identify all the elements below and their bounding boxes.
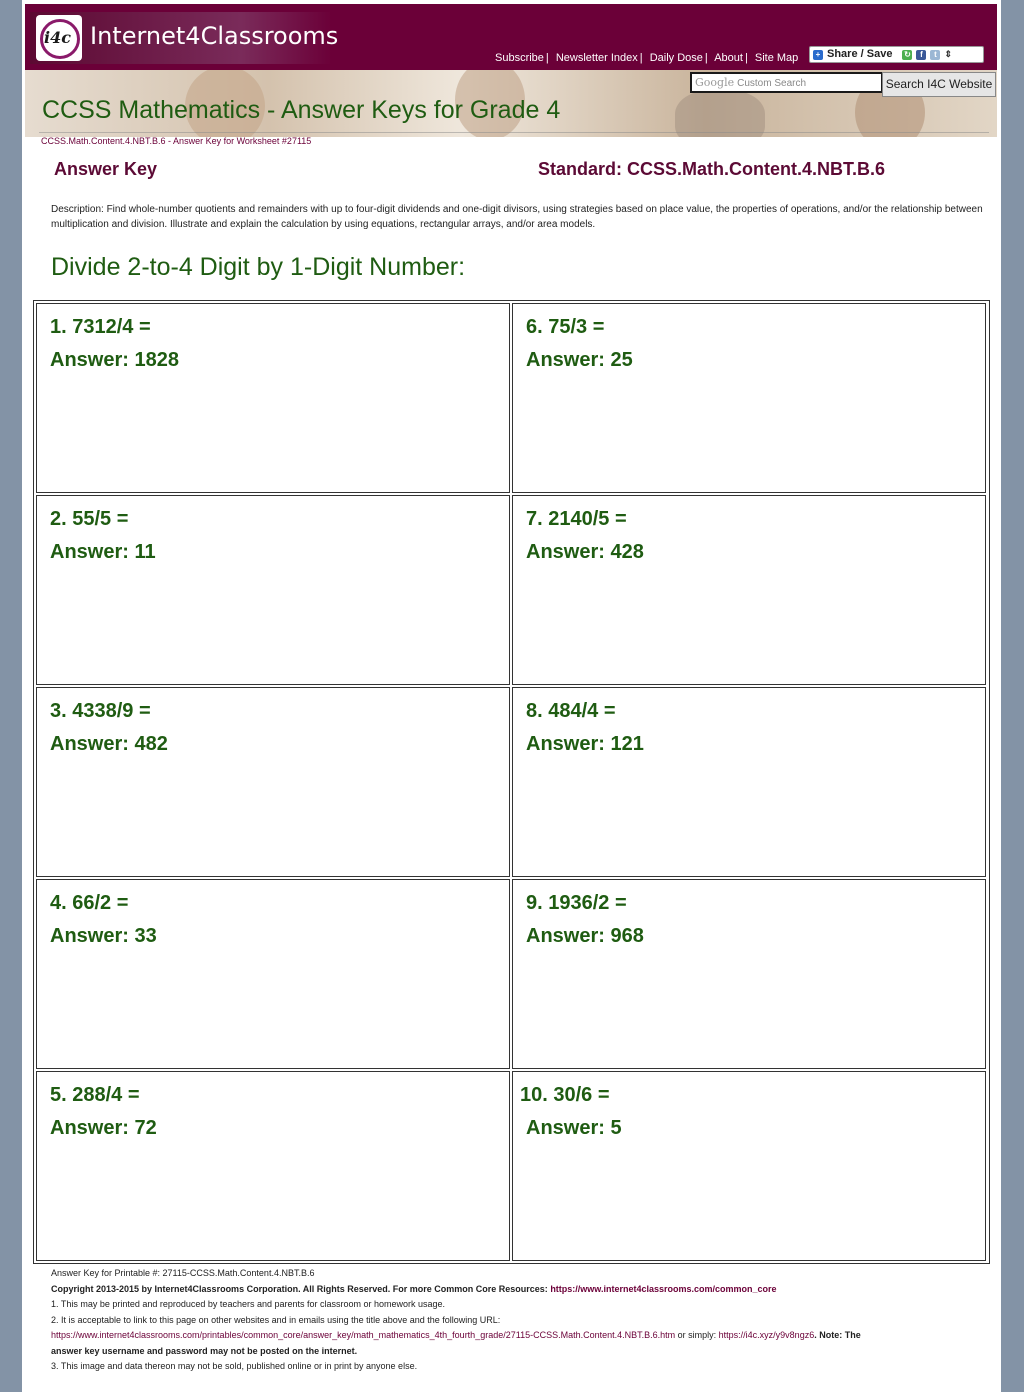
problem-cell	[36, 879, 510, 1069]
problem-answer: Answer: 1828	[50, 349, 179, 371]
problem-answer: Answer: 25	[526, 349, 633, 371]
problem-answer: Answer: 968	[526, 925, 644, 947]
logo-mark-icon	[36, 15, 82, 61]
nav-subscribe[interactable]: Subscribe	[495, 52, 544, 64]
problem-answer: Answer: 5	[526, 1117, 622, 1139]
problem-question: 3. 4338/9 =	[50, 700, 151, 722]
problem-cell	[512, 303, 986, 493]
problem-question: 2. 55/5 =	[50, 508, 129, 530]
problem-question: 9. 1936/2 =	[526, 892, 627, 914]
description: Description: Find whole-number quotients and remainders with up to four-digit dividends and one-digit divisors, using strategies based on place value, the properties of operations, and/or the relationship between multiplication and division. Illustrate and explain the calculation by using equations, rectangular arrays, and/or area models.	[51, 204, 983, 230]
standard-heading: Standard: CCSS.Math.Content.4.NBT.B.6	[538, 159, 886, 179]
problem-cell	[36, 495, 510, 685]
problem-cell	[36, 303, 510, 493]
problem-question: 4. 66/2 =	[50, 892, 129, 914]
facebook-icon: f	[916, 50, 926, 60]
nav-newsletter-index[interactable]: Newsletter Index	[555, 52, 638, 64]
problem-question: 5. 288/4 =	[50, 1084, 140, 1106]
nav-daily-dose[interactable]: Daily Dose	[649, 52, 703, 64]
banner	[25, 70, 997, 137]
footer-common-core-link[interactable]: https://www.internet4classrooms.com/common_core	[550, 1283, 777, 1294]
share-save-label: Share / Save	[827, 48, 893, 60]
problem-answer: Answer: 121	[526, 733, 644, 755]
problem-answer: Answer: 428	[526, 541, 644, 563]
site-header	[25, 4, 997, 70]
share-plus-icon: +	[813, 50, 823, 60]
logo-mark-text: i4c	[44, 28, 71, 47]
footer-note-tail: answer key username and password may not be posted on the internet.	[51, 1345, 358, 1356]
problem-cell	[36, 687, 510, 877]
search-input[interactable]	[690, 72, 883, 93]
logo-text: Internet4Classrooms	[90, 22, 339, 50]
search-button[interactable]: Search I4C Website	[882, 72, 996, 97]
site-logo[interactable]	[30, 12, 339, 64]
share-green-icon: ↻	[904, 49, 911, 59]
answer-grid	[33, 300, 990, 1264]
problem-cell	[512, 879, 986, 1069]
footer-copyright	[51, 1282, 991, 1298]
problem-cell	[512, 1071, 986, 1261]
problem-answer: Answer: 11	[50, 541, 156, 563]
footer-note-2: 2. It is acceptable to link to this page on other websites and in emails using the title above and the following URL:	[51, 1314, 501, 1325]
problem-question: 8. 484/4 =	[526, 700, 616, 722]
footer-url-line	[51, 1328, 991, 1344]
problem-answer: Answer: 482	[50, 733, 168, 755]
search-placeholder: Custom Search	[737, 78, 807, 89]
problem-answer: Answer: 72	[50, 1117, 157, 1139]
share-dropdown-icon: ⇕	[944, 49, 952, 59]
page-title: CCSS Mathematics - Answer Keys for Grade 4	[42, 96, 561, 124]
problem-cell	[36, 1071, 510, 1261]
footer-note-3: 3. This image and data thereon may not be sold, published online or in print by anyone else.	[51, 1361, 418, 1371]
nav-about[interactable]: About	[714, 52, 743, 64]
footer-printable: Answer Key for Printable #: 27115-CCSS.Math.Content.4.NBT.B.6	[51, 1268, 315, 1278]
breadcrumb[interactable]: CCSS.Math.Content.4.NBT.B.6 - Answer Key for Worksheet #27115	[41, 136, 312, 146]
page	[22, 0, 1001, 1392]
share-save-button[interactable]	[809, 46, 984, 63]
footer-note-1: 1. This may be printed and reproduced by teachers and parents for classroom or homework usage.	[51, 1299, 446, 1309]
problem-question: 1. 7312/4 =	[50, 316, 151, 338]
problem-question: 10. 30/6 =	[520, 1084, 610, 1106]
footer-short-url-link[interactable]: https://i4c.xyz/y9v8ngz6	[718, 1330, 815, 1340]
nav-site-map[interactable]: Site Map	[754, 52, 799, 64]
problem-answer: Answer: 33	[50, 925, 157, 947]
footer-note-label: . Note: The	[814, 1330, 861, 1340]
problem-question: 7. 2140/5 =	[526, 508, 627, 530]
top-nav: Subscribe | Newsletter Index | Daily Dose | About | Site Map	[495, 52, 799, 64]
answer-key-heading: Answer Key	[54, 159, 158, 179]
section-title: Divide 2-to-4 Digit by 1-Digit Number:	[51, 253, 466, 281]
problem-cell	[512, 687, 986, 877]
footer-copyright-text: Copyright 2013-2015 by Internet4Classrooms Corporation. All Rights Reserved. For more Common Core Resources:	[51, 1283, 548, 1294]
footer-or-simply: or simply:	[675, 1330, 719, 1340]
footer-long-url-link[interactable]: https://www.internet4classrooms.com/printables/common_core/answer_key/math_mathematics_4th_fourth_grade/27115-CCSS.Math.Content.4.NBT.B.6.htm	[51, 1330, 676, 1340]
twitter-icon: t	[930, 50, 940, 60]
google-logo: Google	[695, 76, 735, 89]
footer	[51, 1266, 991, 1375]
problem-cell	[512, 495, 986, 685]
problem-question: 6. 75/3 =	[526, 316, 605, 338]
